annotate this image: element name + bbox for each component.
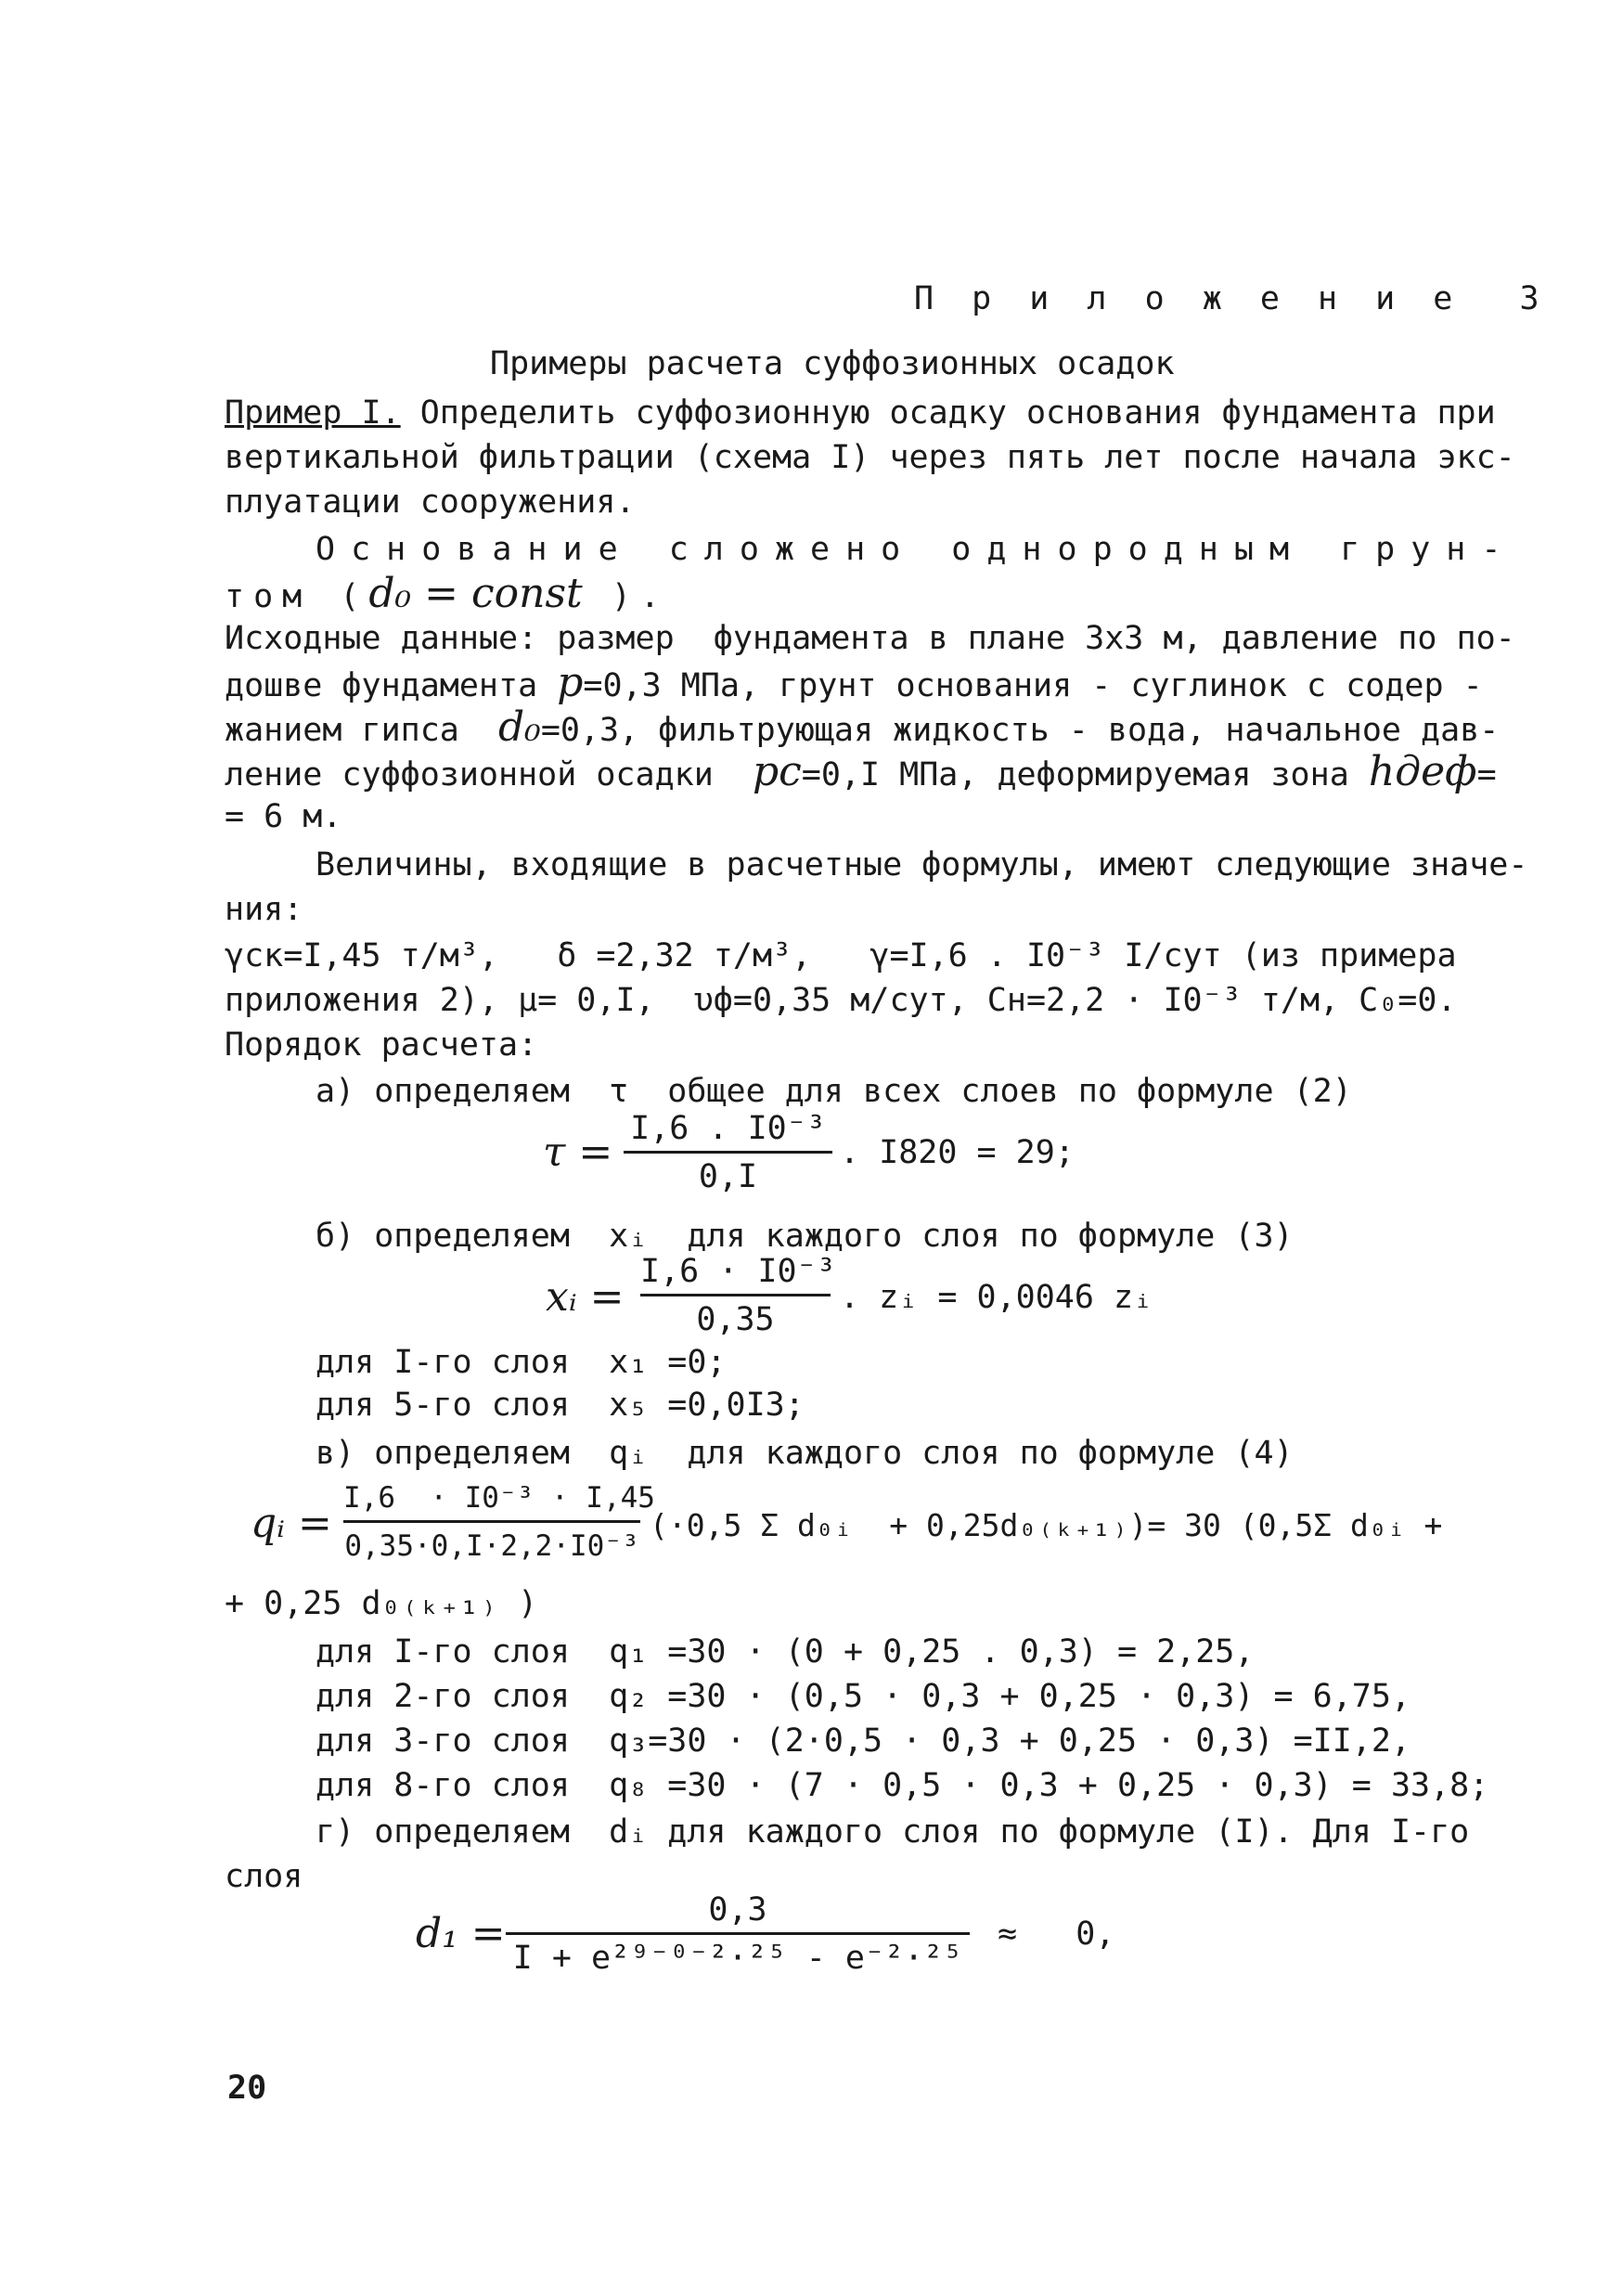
example-line-2: вертикальной фильтрации (схема I) через пять лет после начала экс- — [225, 439, 1515, 476]
d0-const-formula: d₀ = const — [368, 570, 583, 617]
base-line-2 — [225, 570, 669, 617]
values-line-3: γск=I,45 т/м³, δ =2,32 т/м³, γ=I,6 . I0⁻³ I/сут (из примера — [225, 937, 1457, 974]
initial-line-4-a: ление суффозионной осадки — [225, 756, 753, 793]
x-layer-1: для I-го слоя x₁ =0; — [316, 1344, 727, 1381]
tau-numerator: I,6 . I0⁻³ — [630, 1110, 826, 1147]
page-number: 20 — [227, 2070, 267, 2107]
section-heading: Примеры расчета суффозионных осадок — [490, 345, 1175, 382]
tau-denominator: 0,I — [698, 1158, 758, 1195]
example-line-3: плуатации сооружения. — [225, 484, 636, 521]
d-rhs: ≈ 0, — [998, 1915, 1115, 1953]
values-line-2: ния: — [225, 891, 303, 928]
initial-line-3 — [225, 703, 1500, 751]
example-label: Пример I. — [225, 394, 401, 432]
step-d-text: г) определяем dᵢ для каждого слоя по формуле (I). Для I-го — [316, 1813, 1470, 1851]
q-layer-2: для 2-го слоя q₂ =30 · (0,5 · 0,3 + 0,25 · 0,3) = 6,75, — [316, 1678, 1411, 1715]
tau-fraction-bar — [624, 1151, 832, 1154]
tau-lhs: τ = — [543, 1129, 613, 1176]
calculation-order: Порядок расчета: — [225, 1026, 538, 1064]
initial-line-4-c: = — [1476, 756, 1497, 793]
initial-line-2-a: дошве фундамента — [225, 667, 558, 704]
initial-line-1: Исходные данные: размер фундамента в плане 3x3 м, давление по по- — [225, 620, 1515, 657]
pc-symbol: pc — [752, 748, 802, 795]
x-lhs: xᵢ = — [546, 1273, 625, 1321]
d0-symbol: d₀ — [498, 703, 541, 751]
step-d-continuation: слоя — [225, 1858, 303, 1895]
appendix-title: П р и л о ж е н и е 3 — [914, 280, 1549, 317]
q-lhs: qᵢ = — [251, 1500, 332, 1547]
d-numerator: 0,3 — [708, 1891, 767, 1928]
x-layer-5: для 5-го слоя x₅ =0,0I3; — [316, 1387, 805, 1424]
d-lhs: d₁ = — [416, 1910, 506, 1957]
initial-line-5: = 6 м. — [225, 798, 342, 835]
x-rhs: . zᵢ = 0,0046 zᵢ — [840, 1279, 1153, 1316]
step-a-text: а) определяем τ общее для всех слоев по формуле (2) — [316, 1073, 1352, 1110]
x-numerator: I,6 · I0⁻³ — [640, 1253, 836, 1290]
x-denominator: 0,35 — [696, 1301, 775, 1338]
h-def-symbol: hдеф — [1368, 748, 1477, 795]
q-layer-3: для 3-го слоя q₃=30 · (2·0,5 · 0,3 + 0,25 · 0,3) =II,2, — [316, 1722, 1411, 1760]
q-layer-8: для 8-го слоя q₈ =30 · (7 · 0,5 · 0,3 + 0,25 · 0,3) = 33,8; — [316, 1767, 1489, 1804]
example-line-1 — [225, 394, 1496, 432]
q-continuation: + 0,25 d₀₍ₖ₊₁₎ ) — [225, 1585, 538, 1622]
values-line-4: приложения 2), μ= 0,I, υф=0,35 м/сут, Cн=2,2 · I0⁻³ т/м, C₀=0. — [225, 982, 1457, 1019]
q-numerator: I,6 · I0⁻³ · I,45 — [343, 1481, 655, 1515]
initial-line-3-b: =0,3, фильтрующая жидкость - вода, начальное дав- — [540, 712, 1500, 749]
x-fraction-bar — [640, 1294, 831, 1296]
initial-line-2 — [225, 659, 1483, 706]
step-c-text: в) определяем qᵢ для каждого слоя по формуле (4) — [316, 1435, 1294, 1472]
base-line-1: Основание сложено однородным грун- — [316, 531, 1517, 568]
q-denominator: 0,35·0,I·2,2·I0⁻³ — [344, 1529, 639, 1563]
initial-line-2-b: =0,3 МПа, грунт основания - суглинок с содер - — [583, 667, 1483, 704]
p-symbol: p — [557, 659, 584, 706]
base-line-2-pre: том ( — [225, 578, 369, 615]
example-line-1-rest: Определить суффозионную осадку основания фундамента при — [419, 394, 1496, 432]
tau-rhs: . I820 = 29; — [840, 1134, 1075, 1171]
values-line-1: Величины, входящие в расчетные формулы, имеют следующие значе- — [316, 846, 1528, 884]
initial-line-3-a: жанием гипса — [225, 712, 499, 749]
base-line-2-post: ). — [611, 578, 669, 615]
q-layer-1: для I-го слоя q₁ =30 · (0 + 0,25 . 0,3) = 2,25, — [316, 1633, 1255, 1670]
initial-line-4 — [225, 748, 1497, 795]
initial-line-4-b: =0,I МПа, деформируемая зона — [801, 756, 1369, 793]
d-fraction-bar — [506, 1932, 970, 1935]
q-rhs: (·0,5 Σ d₀ᵢ + 0,25d₀₍ₖ₊₁₎)= 30 (0,5Σ d₀ᵢ + — [650, 1507, 1443, 1543]
step-b-text: б) определяем xᵢ для каждого слоя по формуле (3) — [316, 1218, 1294, 1255]
q-fraction-bar — [343, 1520, 640, 1523]
d-denominator: I + e²⁹⁻⁰⁻²·²⁵ - e⁻²·²⁵ — [512, 1940, 963, 1977]
